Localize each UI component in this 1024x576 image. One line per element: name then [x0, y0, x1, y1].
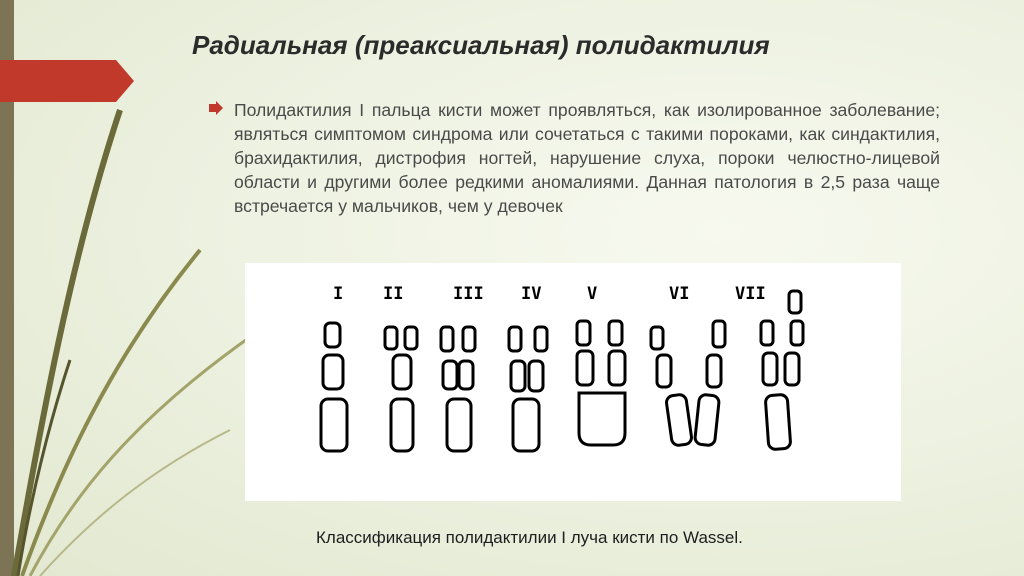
- type-labels: [333, 284, 766, 304]
- finger-type-7: [761, 291, 803, 450]
- type-label-3: III: [453, 284, 484, 304]
- body-paragraph: Полидактилия I пальца кисти может проявляться, как изолированное заболевание; являться симптомом синдрома или сочетаться с такими пороками, как синдактилия, брахидактилия, дистрофия ногтей, нарушение слуха, пороки челюстно-лицевой области и другими более редкими аномалиями. Данная патология в 2,5 раза чаще встречается у мальчиков, чем у девочек: [234, 100, 940, 216]
- accent-tab: [0, 60, 134, 102]
- type-label-2: II: [383, 284, 404, 304]
- finger-type-5: [577, 321, 625, 445]
- finger-type-4: [509, 327, 547, 451]
- type-label-6: VI: [669, 284, 690, 304]
- arrow-bullet-icon: [208, 101, 224, 115]
- type-label-1: I: [333, 284, 344, 304]
- type-label-5: V: [587, 284, 598, 304]
- type-label-4: IV: [521, 284, 542, 304]
- slide-title: Радиальная (преаксиальная) полидактилия: [192, 30, 770, 60]
- figure-caption: Классификация полидактилии I луча кисти по Wassel.: [316, 528, 743, 547]
- wassel-classification-figure: [245, 263, 901, 501]
- type-label-7: VII: [735, 284, 766, 304]
- finger-type-3: [441, 327, 475, 451]
- finger-type-1: [321, 323, 347, 451]
- finger-type-2: [385, 327, 417, 451]
- finger-type-6: [651, 321, 725, 446]
